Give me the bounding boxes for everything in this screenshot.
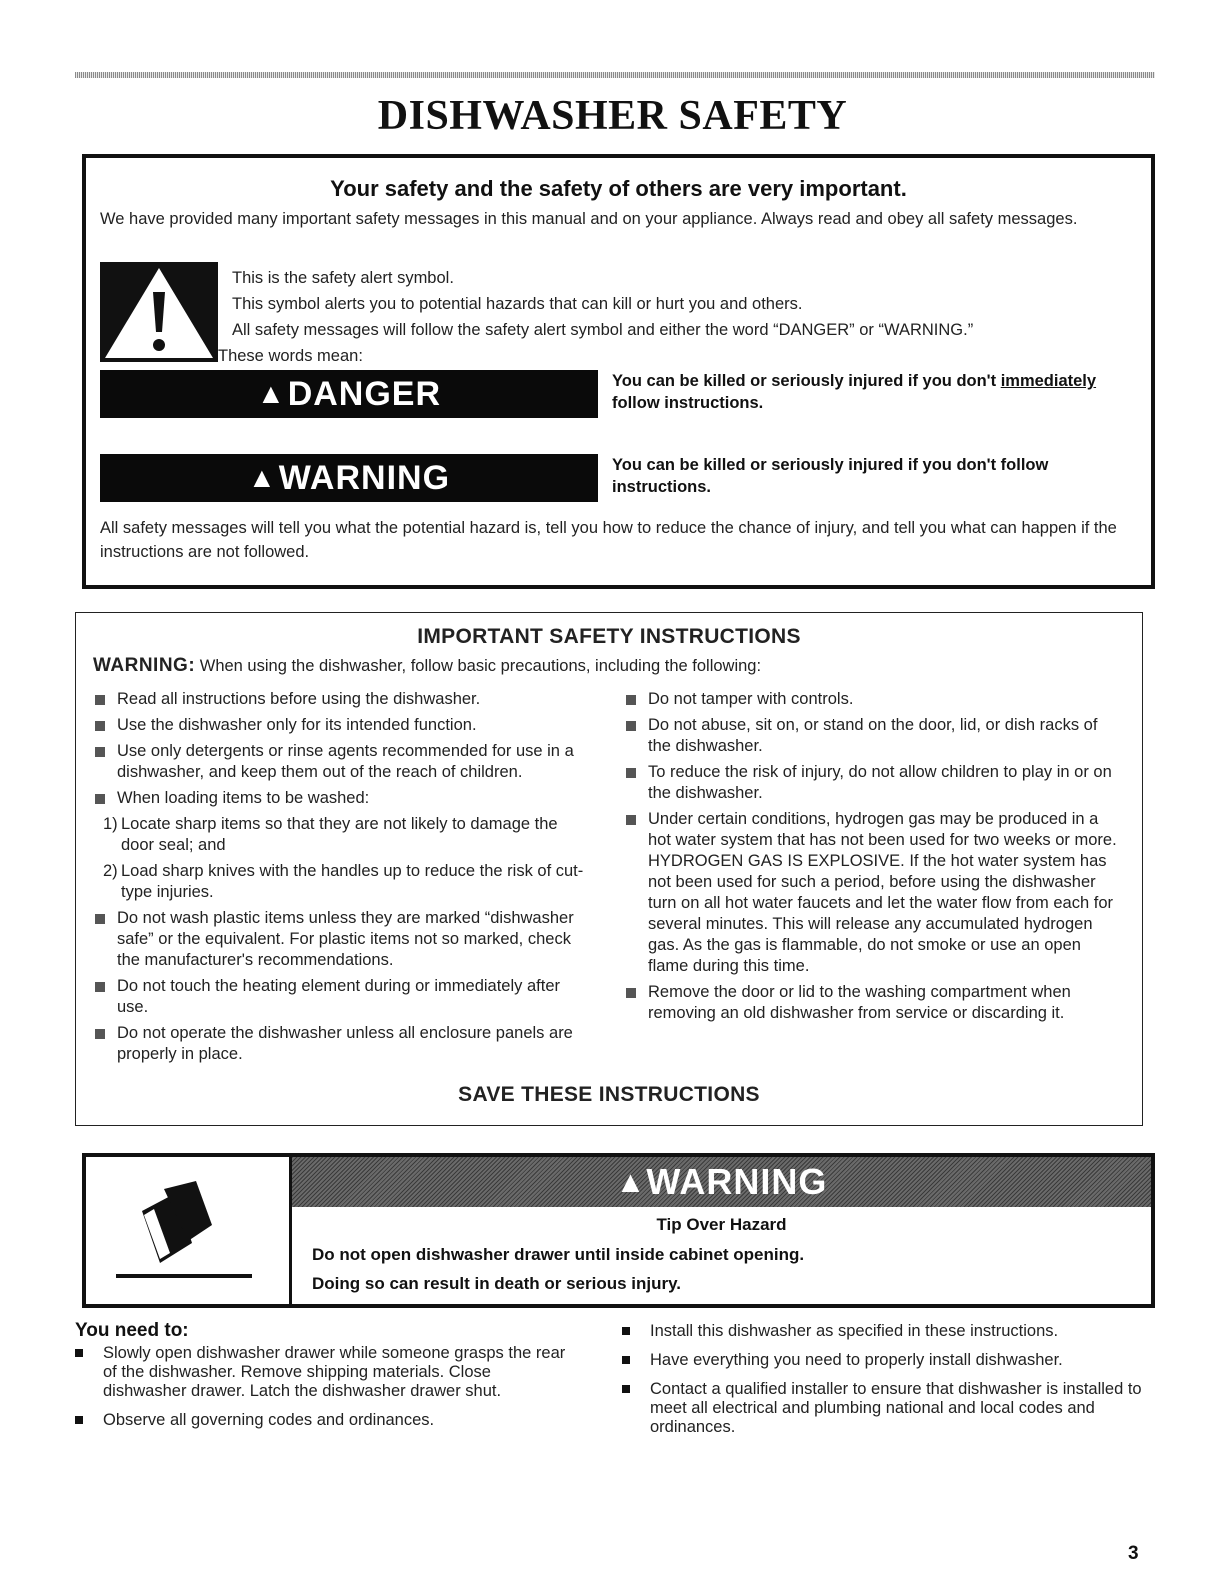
- important-safety-instructions-box: [75, 612, 1143, 1126]
- danger-label: DANGER: [287, 375, 442, 413]
- safety-alert-icon: [100, 262, 218, 362]
- list-item: Do not touch the heating element during or immediately after use.: [93, 976, 593, 1018]
- warning-signal-bar: [100, 454, 598, 502]
- danger-signal-bar: [100, 370, 598, 418]
- safety-intro: We have provided many important safety messages in this manual and on your appliance. Always read and obey all safety messages.: [100, 210, 1078, 228]
- warning-triangle-icon: ▲: [256, 378, 286, 409]
- page-title: DISHWASHER SAFETY: [377, 93, 848, 139]
- list-item: Slowly open dishwasher drawer while someone grasps the rear of the dishwasher. Remove shipping materials. Close dishwasher drawer. Latch the dishwasher drawer shut.: [75, 1344, 575, 1401]
- list-item: To reduce the risk of injury, do not allow children to play in or on the dishwasher.: [624, 762, 1124, 804]
- symbol-line: This symbol alerts you to potential hazards that can kill or hurt you and others.: [232, 295, 803, 313]
- list-item: Do not abuse, sit on, or stand on the door, lid, or dish racks of the dishwasher.: [624, 715, 1124, 757]
- list-item: When loading items to be washed:: [93, 788, 593, 809]
- list-item: Use only detergents or rinse agents recommended for use in a dishwasher, and keep them out of the reach of children.: [93, 741, 593, 783]
- tip-over-message: [292, 1157, 1151, 1304]
- warning-triangle-icon: ▲: [615, 1166, 647, 1199]
- list-item: Observe all governing codes and ordinances.: [75, 1411, 575, 1430]
- list-item: Read all instructions before using the dishwasher.: [93, 689, 593, 710]
- danger-definition: You can be killed or seriously injured if you don't immediately follow instructions.: [612, 372, 1097, 412]
- list-item: Do not tamper with controls.: [624, 689, 1124, 710]
- you-need-to-heading: You need to:: [75, 1320, 189, 1341]
- sub-list-item: 2) Load sharp knives with the handles up to reduce the risk of cut-type injuries.: [103, 862, 584, 901]
- tip-line: Do not open dishwasher drawer until inside cabinet opening.: [312, 1245, 805, 1264]
- instructions-warning: WARNING: When using the dishwasher, follow basic precautions, including the following:: [93, 655, 762, 676]
- symbol-line: All safety messages will follow the safety alert symbol and either the word “DANGER” or “WARNING.”: [232, 321, 974, 339]
- warning-label: WARNING: [278, 459, 451, 497]
- list-item: Do not wash plastic items unless they are marked “dishwasher safe” or the equivalent. For plastic items not so marked, check the manufacturer's recommendations.: [93, 908, 593, 971]
- page-number: 3: [1128, 1543, 1139, 1564]
- warning-definition: You can be killed or seriously injured if you don't follow instructions.: [612, 456, 1049, 496]
- top-rule: [75, 72, 1155, 78]
- tip-warning-bar: ▲WARNING: [292, 1157, 1151, 1207]
- save-instructions: SAVE THESE INSTRUCTIONS: [458, 1083, 760, 1106]
- safety-message-box: [82, 154, 1155, 589]
- warning-triangle-icon: ▲: [247, 462, 277, 493]
- list-item: Remove the door or lid to the washing compartment when removing an old dishwasher from service or discarding it.: [624, 982, 1124, 1024]
- instructions-heading: IMPORTANT SAFETY INSTRUCTIONS: [417, 625, 801, 648]
- safety-footer: All safety messages will tell you what the potential hazard is, tell you how to reduce the chance of injury, and tell you what can happen if the instructions are not followed.: [100, 519, 1117, 561]
- list-item: Have everything you need to properly install dishwasher.: [622, 1351, 1152, 1370]
- tip-over-warning-box: [82, 1153, 1155, 1308]
- list-item: Use the dishwasher only for its intended function.: [93, 715, 593, 736]
- list-item: Install this dishwasher as specified in these instructions.: [622, 1322, 1152, 1341]
- sub-list-item: 1) Locate sharp items so that they are not likely to damage the door seal; and: [103, 815, 558, 854]
- tip-over-icon-cell: [86, 1157, 292, 1304]
- list-item: Do not operate the dishwasher unless all enclosure panels are properly in place.: [93, 1023, 593, 1065]
- need-left-column: [75, 1344, 575, 1440]
- need-right-column: [622, 1322, 1152, 1447]
- tip-line: Doing so can result in death or serious injury.: [312, 1274, 682, 1293]
- list-item: Under certain conditions, hydrogen gas may be produced in a hot water system that has not been used for two weeks or more. HYDROGEN GAS IS EXPLOSIVE. If the hot water system has not been used for such a period, before using the dishwasher turn on all hot water faucets and let the water flow from each for several minutes. This will release any accumulated hydrogen gas. As the gas is flammable, do not smoke or use an open flame during this time.: [624, 809, 1124, 977]
- tip-over-icon: [104, 1181, 274, 1281]
- symbol-explanation: [218, 266, 1132, 370]
- symbol-line: These words mean:: [218, 347, 363, 365]
- list-item: Contact a qualified installer to ensure that dishwasher is installed to meet all electrical and plumbing national and local codes and ordinances.: [622, 1380, 1152, 1437]
- instructions-right-column: [624, 689, 1124, 1029]
- instructions-left-column: [93, 689, 593, 1070]
- safety-heading: Your safety and the safety of others are very important.: [330, 176, 907, 201]
- symbol-line: This is the safety alert symbol.: [232, 269, 454, 287]
- tip-hazard-title: Tip Over Hazard: [656, 1215, 787, 1234]
